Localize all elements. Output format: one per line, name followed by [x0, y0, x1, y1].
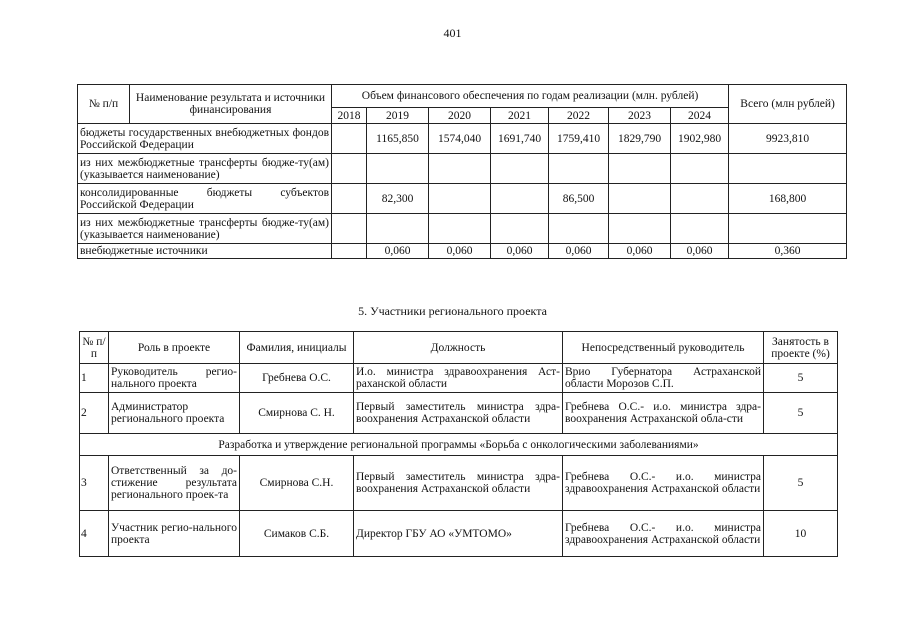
value-cell [549, 214, 609, 244]
table-row [78, 184, 847, 214]
header-year: 2019 [367, 108, 429, 124]
header-year: 2024 [671, 108, 729, 124]
table-row [78, 124, 847, 154]
value-cell: 1829,790 [609, 124, 671, 154]
total-cell: 9923,810 [729, 124, 847, 154]
subsection-title: Разработка и утверждение региональной программы «Борьба с онкологическими заболеваниями» [80, 434, 838, 456]
table-row [80, 456, 838, 511]
header-position: Должность [354, 332, 563, 364]
row-name: Смирнова С. Н. [240, 393, 354, 434]
table-row [80, 364, 838, 393]
value-cell [332, 184, 367, 214]
value-cell [609, 184, 671, 214]
row-supervisor: Гребнева О.С.- и.о. министра здравоохранения Астраханской области [563, 511, 764, 557]
value-cell [671, 214, 729, 244]
row-num: 3 [80, 456, 109, 511]
value-cell [671, 184, 729, 214]
row-name: бюджеты государственных внебюджетных фондов Российской Федерации [78, 124, 332, 154]
total-cell [729, 214, 847, 244]
header-name: Фамилия, инициалы [240, 332, 354, 364]
value-cell [609, 154, 671, 184]
value-cell [367, 154, 429, 184]
row-supervisor: Гребнева О.С.- и.о. министра здравоохранения Астраханской области [563, 456, 764, 511]
value-cell: 0,060 [429, 244, 491, 259]
table-row [78, 154, 847, 184]
header-supervisor: Непосредственный руководитель [563, 332, 764, 364]
value-cell: 82,300 [367, 184, 429, 214]
total-cell [729, 154, 847, 184]
value-cell [549, 154, 609, 184]
row-occupancy: 10 [764, 511, 838, 557]
participants-table [79, 331, 838, 557]
value-cell [609, 214, 671, 244]
value-cell [491, 184, 549, 214]
header-total: Всего (млн рублей) [729, 85, 847, 124]
value-cell: 0,060 [549, 244, 609, 259]
row-name: из них межбюджетные трансферты бюдже-ту(ам) (указывается наименование) [78, 154, 332, 184]
row-role: Руководитель регио-нального проекта [109, 364, 240, 393]
value-cell [332, 124, 367, 154]
financing-table [77, 84, 847, 259]
value-cell [332, 214, 367, 244]
value-cell [671, 154, 729, 184]
table-row [80, 393, 838, 434]
value-cell [367, 214, 429, 244]
value-cell: 1574,040 [429, 124, 491, 154]
value-cell: 1902,980 [671, 124, 729, 154]
value-cell [429, 214, 491, 244]
section-title: 5. Участники регионального проекта [358, 304, 547, 318]
row-occupancy: 5 [764, 364, 838, 393]
row-occupancy: 5 [764, 393, 838, 434]
value-cell: 1691,740 [491, 124, 549, 154]
value-cell: 0,060 [609, 244, 671, 259]
row-occupancy: 5 [764, 456, 838, 511]
row-role: Администратор регионального проекта [109, 393, 240, 434]
header-volume: Объем финансового обеспечения по годам реализации (млн. рублей) [332, 85, 729, 108]
value-cell: 1759,410 [549, 124, 609, 154]
header-year: 2021 [491, 108, 549, 124]
header-year: 2018 [332, 108, 367, 124]
row-supervisor: Врио Губернатора Астраханской области Морозов С.П. [563, 364, 764, 393]
header-num: № п/п [78, 85, 130, 124]
row-position: Директор ГБУ АО «УМТОМО» [354, 511, 563, 557]
value-cell: 0,060 [491, 244, 549, 259]
value-cell [429, 184, 491, 214]
row-role: Ответственный за до-стижение результата регионального проек-та [109, 456, 240, 511]
row-name: Симаков С.Б. [240, 511, 354, 557]
header-num: № п/п [80, 332, 109, 364]
subsection-row [80, 434, 838, 456]
value-cell: 1165,850 [367, 124, 429, 154]
value-cell [429, 154, 491, 184]
header-year: 2023 [609, 108, 671, 124]
value-cell: 0,060 [367, 244, 429, 259]
row-position: Первый заместитель министра здра-воохранения Астраханской области [354, 393, 563, 434]
value-cell: 0,060 [671, 244, 729, 259]
row-position: Первый заместитель министра здра-воохранения Астраханской области [354, 456, 563, 511]
row-num: 4 [80, 511, 109, 557]
table-row [78, 214, 847, 244]
value-cell: 86,500 [549, 184, 609, 214]
table-row [80, 511, 838, 557]
row-name: консолидированные бюджеты субъектов Российской Федерации [78, 184, 332, 214]
total-cell: 168,800 [729, 184, 847, 214]
row-name: внебюджетные источники [78, 244, 332, 259]
value-cell [491, 214, 549, 244]
value-cell [332, 154, 367, 184]
page-number: 401 [443, 26, 462, 40]
table-row [78, 244, 847, 259]
row-position: И.о. министра здравоохранения Аст-раханской области [354, 364, 563, 393]
total-cell: 0,360 [729, 244, 847, 259]
row-num: 2 [80, 393, 109, 434]
header-occupancy: Занятость в проекте (%) [764, 332, 838, 364]
header-year: 2020 [429, 108, 491, 124]
header-name: Наименование результата и источники финансирования [130, 85, 332, 124]
header-year: 2022 [549, 108, 609, 124]
row-name: Смирнова С.Н. [240, 456, 354, 511]
row-supervisor: Гребнева О.С.- и.о. министра здра-воохранения Астраханской обла-сти [563, 393, 764, 434]
value-cell [332, 244, 367, 259]
header-role: Роль в проекте [109, 332, 240, 364]
row-name: из них межбюджетные трансферты бюдже-ту(ам) (указывается наименование) [78, 214, 332, 244]
value-cell [491, 154, 549, 184]
row-name: Гребнева О.С. [240, 364, 354, 393]
row-role: Участник регио-нального проекта [109, 511, 240, 557]
row-num: 1 [80, 364, 109, 393]
